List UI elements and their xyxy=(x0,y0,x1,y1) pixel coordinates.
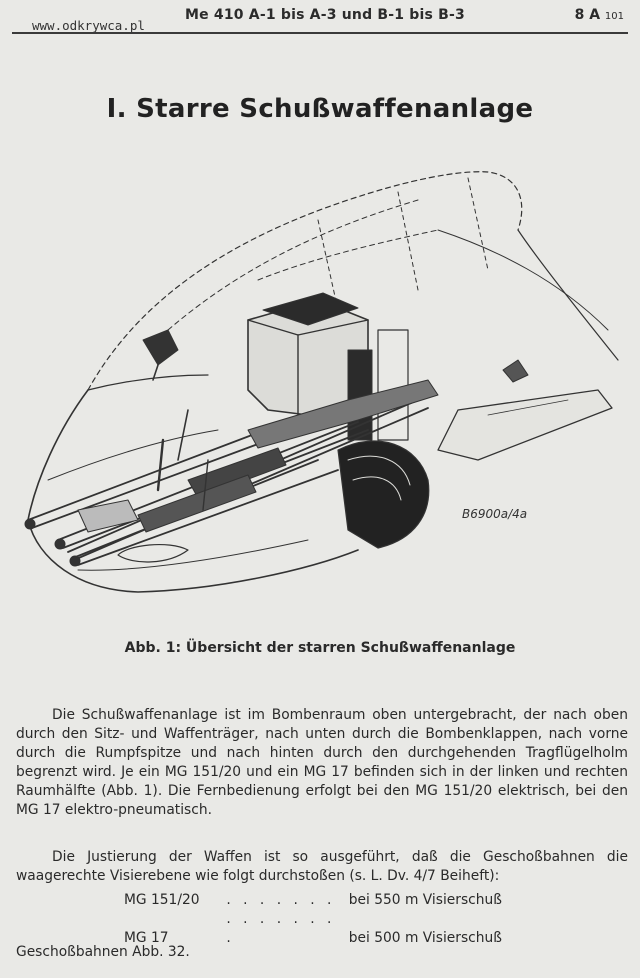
page-title: I. Starre Schußwaffenanlage xyxy=(106,94,534,124)
sighting-weapon: MG 151/20 xyxy=(124,892,200,908)
weapons-installation-figure xyxy=(18,160,622,600)
figure-caption: Abb. 1: Übersicht der starren Schußwaffenanlage xyxy=(124,640,516,656)
figure-reference: B6900a/4a xyxy=(462,507,528,521)
running-title: Me 410 A-1 bis A-3 und B-1 bis B-3 xyxy=(185,7,465,23)
paragraph-1: Die Schußwaffenanlage ist im Bombenraum oben untergebracht, der nach oben durch den Sitz- und Waffenträger, nach unten durch die Bombenklappen, nach vorne durch die Rumpfspitze und nach hinten durch den durchgehenden Tragflügelholm begrenzt wird. Je ein MG 151/20 und ein MG 17 befinden sich in der linken und rechten Raumhälfte (Abb. 1). Die Fernbedienung erfolgt bei den MG 151/20 elektrisch, bei den MG 17 elektro-pneumatisch. xyxy=(16,707,628,818)
footer-note: Geschoßbahnen Abb. 32. xyxy=(16,944,190,960)
page-number: 101 xyxy=(604,11,624,22)
watermark: www.odkrywca.pl xyxy=(32,18,145,33)
sighting-dots: . . . . . . . . xyxy=(226,911,336,946)
page-code xyxy=(575,7,624,23)
sighting-value: bei 500 m Visierschuß xyxy=(348,930,502,946)
reflector-sight xyxy=(143,330,178,365)
sighting-dots: . . . . . . . xyxy=(226,892,336,908)
paragraph-2: Die Justierung der Waffen ist so ausgeführt, daß die Geschoßbahnen die waagerechte Visierebene wie folgt durchstoßen (s. L. Dv. 4/7 Beiheft): xyxy=(16,849,628,884)
sighting-weapon: MG 17 xyxy=(124,930,169,946)
page-section: 8 A xyxy=(574,7,601,23)
sighting-value: bei 550 m Visierschuß xyxy=(348,892,502,908)
sighting-row xyxy=(124,891,502,910)
header-rule xyxy=(12,32,628,34)
sighting-row xyxy=(124,910,502,948)
ammunition-box xyxy=(338,441,429,548)
bomb-door xyxy=(438,390,612,460)
